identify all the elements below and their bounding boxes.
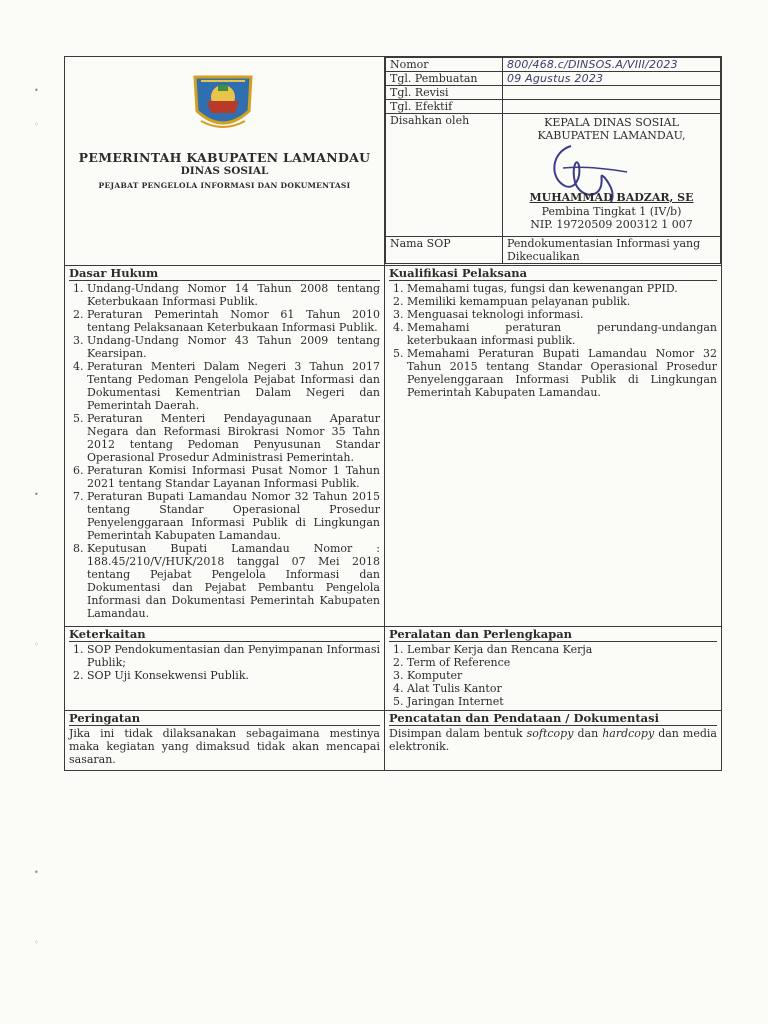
- list-item: 1. Undang-Undang Nomor 14 Tahun 2008 tentang Keterbukaan Informasi Publik.: [87, 282, 380, 308]
- pencatatan-text-mid: dan: [573, 727, 603, 740]
- pencatatan-text-after: dan media elektronik.: [389, 727, 717, 753]
- official-nip: NIP. 19720509 200312 1 007: [530, 218, 693, 231]
- pencatatan-title: Pencatatan dan Pendataan / Dokumentasi: [389, 711, 717, 726]
- peralatan-title: Peralatan dan Perlengkapan: [389, 627, 717, 642]
- keterkaitan-section: [65, 627, 385, 711]
- scan-dot: ◦: [34, 938, 39, 947]
- scan-dot: •: [34, 86, 39, 95]
- keterkaitan-title: Keterkaitan: [69, 627, 380, 642]
- hardcopy-term: hardcopy: [602, 727, 655, 740]
- meta-block: [385, 57, 722, 266]
- list-item: 4. Peraturan Menteri Dalam Negeri 3 Tahun 2017 Tentang Pedoman Pengelola Pejabat Informasi dan Dokumentasi Kementrian Dalam Negeri dan Pemerintah Daerah.: [87, 360, 380, 412]
- list-item: 7. Peraturan Bupati Lamandau Nomor 32 Tahun 2015 tentang Standar Operasional Prosedur Penyelenggaraan Informasi Publik di Lingkungan Pemerintah Kabupaten Lamandau.: [87, 490, 380, 542]
- list-item: 2. SOP Uji Konsekwensi Publik.: [87, 669, 380, 682]
- nama-sop-value: Pendokumentasian Informasi yang Dikecualikan: [503, 237, 721, 264]
- tgl-efektif-value: [503, 100, 721, 114]
- kualifikasi-list: [389, 282, 717, 399]
- org-header: [65, 57, 385, 266]
- pencatatan-text-before: Disimpan dalam bentuk: [389, 727, 527, 740]
- tgl-efektif-label: Tgl. Efektif: [386, 100, 503, 114]
- tgl-pembuatan-value: 09 Agustus 2023: [503, 72, 721, 86]
- pencatatan-text: [389, 726, 717, 753]
- dasar-hukum-title: Dasar Hukum: [69, 266, 380, 281]
- nama-sop-label: Nama SOP: [386, 237, 503, 264]
- dasar-hukum-list: [69, 282, 380, 620]
- peralatan-list: [389, 643, 717, 708]
- department-name: DINAS SOSIAL: [180, 165, 269, 177]
- list-item: 6. Peraturan Komisi Informasi Pusat Nomor 1 Tahun 2021 tentang Standar Layanan Informasi Publik.: [87, 464, 380, 490]
- list-item: 8. Keputusan Bupati Lamandau Nomor : 188.45/210/V/HUK/2018 tanggal 07 Mei 2018 tentang Pejabat Pengelola Informasi dan Dokumentasi dan Pejabat Pembantu Pengelola Informasi dan Dokumentasi Pemerintah Kabupaten Lamandau.: [87, 542, 380, 620]
- list-item: 4. Memahami peraturan perundang-undangan keterbukaan informasi publik.: [407, 321, 717, 347]
- scan-dot: ◦: [34, 640, 39, 649]
- official-title-2: KABUPATEN LAMANDAU,: [537, 129, 686, 142]
- sop-document: [64, 56, 721, 771]
- official-name: MUHAMMAD BADZAR, SE: [529, 191, 694, 204]
- list-item: 5. Memahami Peraturan Bupati Lamandau Nomor 32 Tahun 2015 tentang Standar Operasional Prosedur Penyelenggaraan Informasi Publik di Lingkungan Pemerintah Kabupaten Lamandau.: [407, 347, 717, 399]
- keterkaitan-list: [69, 643, 380, 682]
- approval-block: [503, 114, 721, 237]
- softcopy-term: softcopy: [526, 727, 574, 740]
- nomor-value: 800/468.c/DINSOS.A/VIII/2023: [503, 58, 721, 72]
- list-item: 4. Alat Tulis Kantor: [407, 682, 717, 695]
- list-item: 2. Memiliki kemampuan pelayanan publik.: [407, 295, 717, 308]
- tgl-pembuatan-label: Tgl. Pembuatan: [386, 72, 503, 86]
- kualifikasi-section: [385, 266, 722, 627]
- peringatan-text: Jika ini tidak dilaksanakan sebagaimana mestinya maka kegiatan yang dimaksud tidak akan mencapai sasaran.: [69, 727, 380, 766]
- sop-table: [64, 56, 722, 771]
- peralatan-section: [385, 627, 722, 711]
- list-item: 2. Peraturan Pemerintah Nomor 61 Tahun 2010 tentang Pelaksanaan Keterbukaan Informasi Publik.: [87, 308, 380, 334]
- peringatan-title: Peringatan: [69, 711, 380, 726]
- org-name: PEMERINTAH KABUPATEN LAMANDAU: [78, 150, 371, 165]
- peringatan-section: [65, 711, 385, 771]
- tgl-revisi-label: Tgl. Revisi: [386, 86, 503, 100]
- list-item: 3. Undang-Undang Nomor 43 Tahun 2009 tentang Kearsipan.: [87, 334, 380, 360]
- list-item: 5. Jaringan Internet: [407, 695, 717, 708]
- list-item: 1. SOP Pendokumentasian dan Penyimpanan Informasi Publik;: [87, 643, 380, 669]
- list-item: 3. Menguasai teknologi informasi.: [407, 308, 717, 321]
- scan-dot: •: [34, 490, 39, 499]
- scan-dot: •: [34, 868, 39, 877]
- list-item: 1. Memahami tugas, fungsi dan kewenangan PPID.: [407, 282, 717, 295]
- lamandau-emblem-icon: [187, 71, 259, 137]
- nomor-label: Nomor: [386, 58, 503, 72]
- list-item: 5. Peraturan Menteri Pendayagunaan Aparatur Negara dan Reformasi Birokrasi Nomor 35 Tahn 2012 tentang Pedoman Penyusunan Standar Operasional Prosedur Administrasi Pemerintah.: [87, 412, 380, 464]
- official-rank: Pembina Tingkat 1 (IV/b): [541, 205, 682, 218]
- official-title-1: KEPALA DINAS SOSIAL: [544, 116, 679, 129]
- list-item: 1. Lembar Kerja dan Rencana Kerja: [407, 643, 717, 656]
- disahkan-label: Disahkan oleh: [386, 114, 503, 237]
- list-item: 3. Komputer: [407, 669, 717, 682]
- tgl-revisi-value: [503, 86, 721, 100]
- meta-table: [385, 57, 721, 264]
- kualifikasi-title: Kualifikasi Pelaksana: [389, 266, 717, 281]
- pencatatan-section: [385, 711, 722, 771]
- list-item: 2. Term of Reference: [407, 656, 717, 669]
- dasar-hukum-section: [65, 266, 385, 627]
- unit-name: PEJABAT PENGELOLA INFORMASI DAN DOKUMENTASI: [98, 181, 351, 190]
- scan-dot: ◦: [34, 120, 39, 129]
